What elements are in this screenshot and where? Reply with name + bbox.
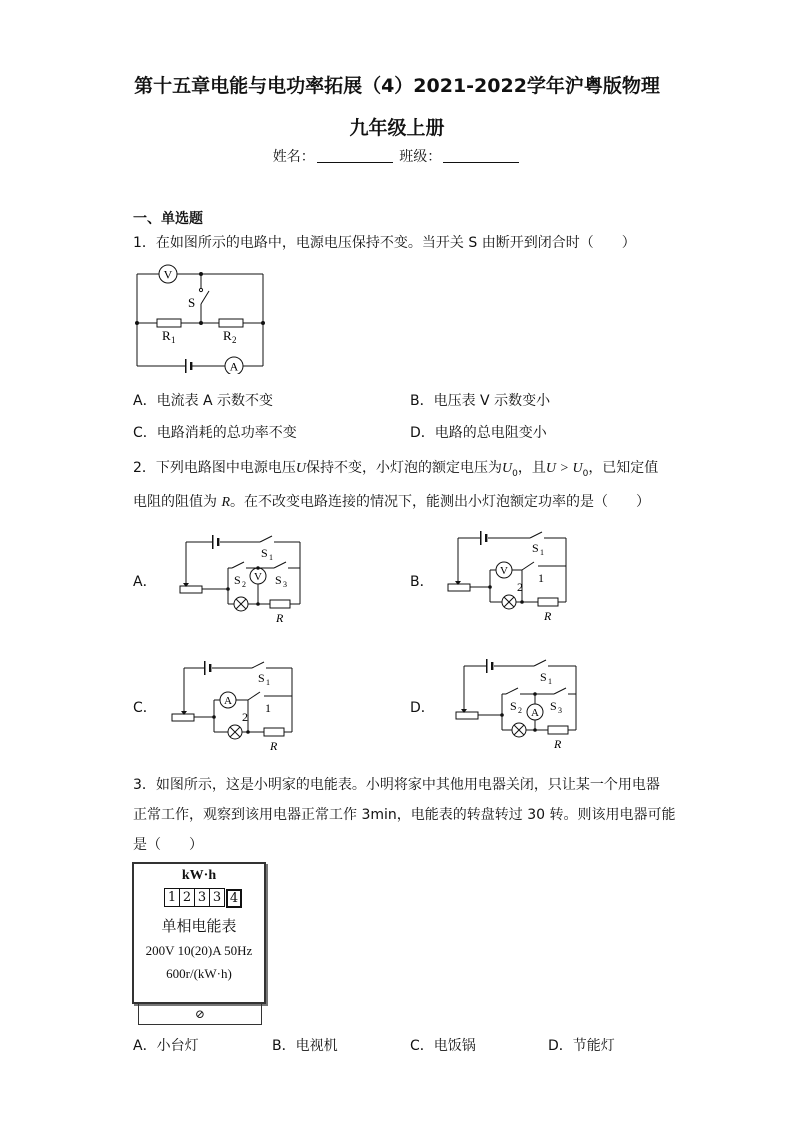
q2-option-d[interactable]: D． [410, 700, 435, 716]
q3-stem-line3: 是（ ） [133, 837, 203, 853]
svg-text:2: 2 [242, 580, 246, 589]
q2-stem-line2: 电阻的阻值为 R。在不改变电路连接的情况下，能测出小灯泡额定功率的是（ ） [133, 494, 651, 510]
meter-unit: kW·h [181, 868, 217, 883]
svg-text:R: R [544, 609, 552, 623]
q2-circuit-a [172, 528, 304, 628]
q3-option-a[interactable]: A．小台灯 [133, 1038, 199, 1054]
svg-text:R: R [554, 737, 562, 751]
q3-stem-line2: 正常工作，观察到该用电器正常工作 3min，电能表的转盘转过 30 转。则该用电器可能 [133, 807, 676, 823]
svg-text:R: R [276, 611, 284, 625]
q2a-rheostat-symbol [180, 586, 202, 593]
q1-switch-label: S [188, 295, 196, 310]
name-blank[interactable] [317, 150, 393, 163]
svg-text:A: A [224, 695, 232, 707]
q1-battery-long [185, 359, 187, 373]
q2-option-b[interactable]: B． [410, 574, 434, 590]
q2-circuit-d [450, 654, 582, 754]
svg-text:S: S [234, 573, 241, 587]
svg-text:1: 1 [548, 677, 552, 686]
q2a-resistor-symbol [270, 600, 290, 608]
q2d-rheostat-symbol [456, 712, 478, 719]
svg-text:1: 1 [538, 571, 544, 585]
svg-text:A: A [531, 707, 539, 719]
q1-option-a[interactable]: A．电流表 A 示数不变 [133, 393, 274, 409]
q3-stem-line1: 3．如图所示，这是小明家的电能表。小明将家中其他用电器关闭，只让某一个用电器 [133, 777, 660, 793]
meter-rev: 600r/(kW·h) [166, 966, 232, 981]
svg-text:1: 1 [265, 701, 271, 715]
student-info [0, 146, 794, 166]
svg-text:2: 2 [517, 580, 523, 594]
svg-text:V: V [500, 565, 508, 577]
svg-text:2: 2 [518, 706, 522, 715]
svg-text:V: V [254, 571, 262, 583]
q2-stem-line1: 2．下列电路图中电源电压U保持不变，小灯泡的额定电压为$U_0$，且$U > U_0$，已知定值 [133, 460, 659, 479]
svg-text:1: 1 [269, 553, 273, 562]
svg-text:3: 3 [558, 706, 562, 715]
q1-option-b[interactable]: B．电压表 V 示数变小 [410, 393, 551, 409]
q2-circuit-c [170, 654, 302, 754]
class-label: 班级： [399, 149, 442, 165]
meter-digit: 2 [180, 888, 195, 907]
svg-text:S: S [261, 546, 268, 560]
q2-option-c[interactable]: C． [133, 700, 157, 716]
q1-battery-short [190, 362, 192, 370]
q3-option-b[interactable]: B．电视机 [272, 1038, 338, 1054]
meter-digit: 3 [210, 888, 225, 907]
q2-circuit-b [446, 528, 578, 628]
q1-r2-sub: 2 [232, 335, 237, 345]
q1-r1-sub: 1 [171, 335, 176, 345]
electricity-meter [132, 862, 266, 1004]
svg-text:2: 2 [242, 710, 248, 724]
section-heading: 一、单选题 [133, 211, 203, 227]
page-title-line1: 第十五章电能与电功率拓展（4）2021-2022学年沪粤版物理 [134, 75, 660, 97]
q2b-rheostat-symbol [448, 584, 470, 591]
q2d-resistor-symbol [548, 726, 568, 734]
q1-voltmeter-label: V [163, 267, 173, 282]
meter-digit-decimal: 4 [226, 889, 242, 908]
q1-r2-label: R [223, 328, 232, 343]
q1-option-d[interactable]: D．电路的总电阻变小 [410, 425, 547, 441]
q1-r2-symbol [219, 319, 243, 327]
q2c-rheostat-symbol [172, 714, 194, 721]
meter-dial-icon: ⊘ [138, 1004, 262, 1025]
svg-text:S: S [540, 670, 547, 684]
svg-text:1: 1 [540, 548, 544, 557]
svg-text:3: 3 [283, 580, 287, 589]
q1-stem: 1．在如图所示的电路中，电源电压保持不变。当开关 S 由断开到闭合时（ ） [133, 235, 636, 251]
class-blank[interactable] [443, 150, 519, 163]
svg-text:S: S [532, 541, 539, 555]
meter-name: 单相电能表 [161, 917, 237, 935]
meter-digit: 1 [164, 888, 180, 907]
q2b-resistor-symbol [538, 598, 558, 606]
svg-text:R: R [270, 739, 278, 753]
page-title-line2: 九年级上册 [349, 117, 445, 139]
meter-digit: 3 [195, 888, 210, 907]
q3-option-d[interactable]: D．节能灯 [548, 1038, 615, 1054]
svg-text:S: S [275, 573, 282, 587]
q3-option-c[interactable]: C．电饭锅 [410, 1038, 476, 1054]
q1-r1-symbol [157, 319, 181, 327]
svg-text:S: S [550, 699, 557, 713]
q1-option-c[interactable]: C．电路消耗的总功率不变 [133, 425, 297, 441]
q1-circuit-diagram [130, 262, 270, 374]
meter-digits [164, 888, 243, 909]
q1-r1-label: R [162, 328, 171, 343]
q2-option-a[interactable]: A． [133, 574, 157, 590]
svg-text:1: 1 [266, 678, 270, 687]
meter-spec: 200V 10(20)A 50Hz [145, 943, 253, 958]
svg-text:S: S [258, 671, 265, 685]
q2c-resistor-symbol [264, 728, 284, 736]
name-label: 姓名： [272, 149, 315, 165]
q1-ammeter-label: A [229, 359, 239, 374]
svg-text:S: S [510, 699, 517, 713]
